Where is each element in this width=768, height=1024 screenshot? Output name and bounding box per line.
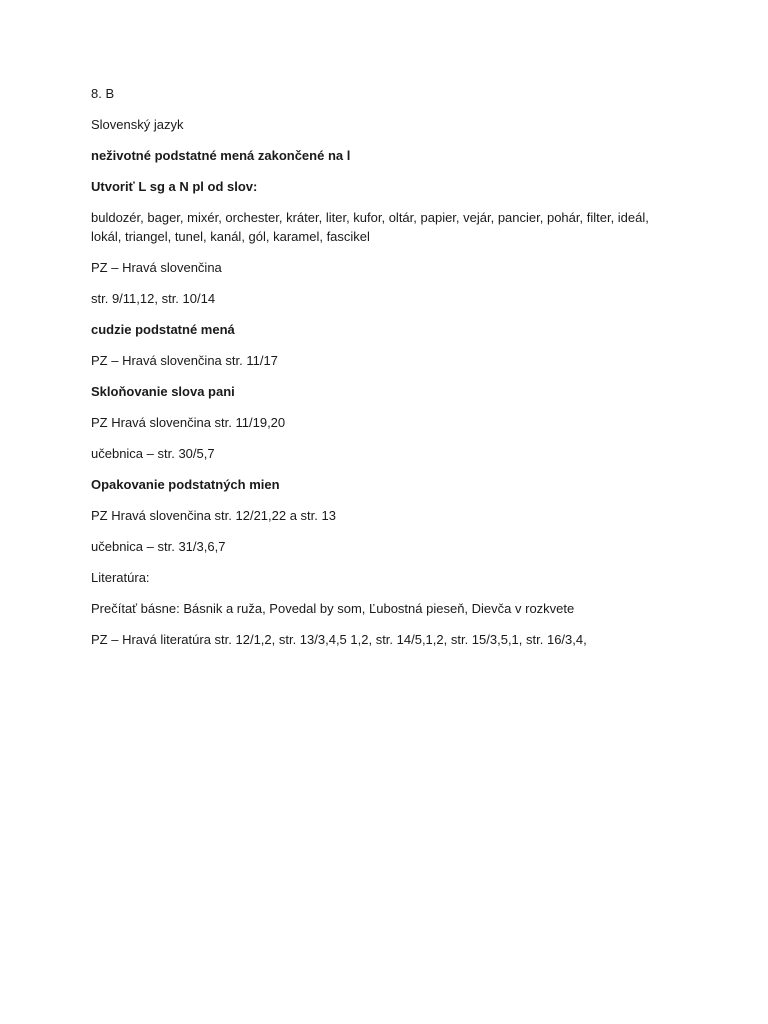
- task-heading: Utvoriť L sg a N pl od slov:: [91, 179, 258, 194]
- workbook-reference: PZ – Hravá slovenčina: [91, 260, 222, 275]
- workbook-reference: PZ Hravá slovenčina str. 11/19,20: [91, 415, 286, 430]
- page-reference: str. 9/11,12, str. 10/14: [91, 291, 216, 306]
- topic-heading-foreign-nouns: cudzie podstatné mená: [91, 322, 235, 337]
- workbook-reference: PZ – Hravá slovenčina str. 11/17: [91, 353, 278, 368]
- literature-workbook-reference: PZ – Hravá literatúra str. 12/1,2, str. 13/3,4,5 1,2, str. 14/5,1,2, str. 15/3,5,1, str. 16/3,4,: [91, 632, 587, 647]
- textbook-reference: učebnica – str. 31/3,6,7: [91, 539, 226, 554]
- topic-heading-declension: Skloňovanie slova pani: [91, 384, 235, 399]
- class-label: 8. B: [91, 86, 115, 101]
- reading-assignment: Prečítať básne: Básnik a ruža, Povedal by som, Ľubostná pieseň, Dievča v rozkvete: [91, 601, 575, 616]
- workbook-reference: PZ Hravá slovenčina str. 12/21,22 a str. 13: [91, 508, 336, 523]
- document-page: [91, 84, 681, 661]
- word-list: buldozér, bager, mixér, orchester, kráter, liter, kufor, oltár, papier, vejár, pancier, pohár, filter, ideál, lokál, triangel, tunel, kanál, gól, karamel, fascikel: [91, 210, 649, 244]
- subject-heading: Slovenský jazyk: [91, 117, 184, 132]
- textbook-reference: učebnica – str. 30/5,7: [91, 446, 215, 461]
- topic-heading-inanimate-nouns: neživotné podstatné mená zakončené na l: [91, 148, 351, 163]
- literature-heading: Literatúra:: [91, 570, 150, 585]
- topic-heading-review: Opakovanie podstatných mien: [91, 477, 280, 492]
